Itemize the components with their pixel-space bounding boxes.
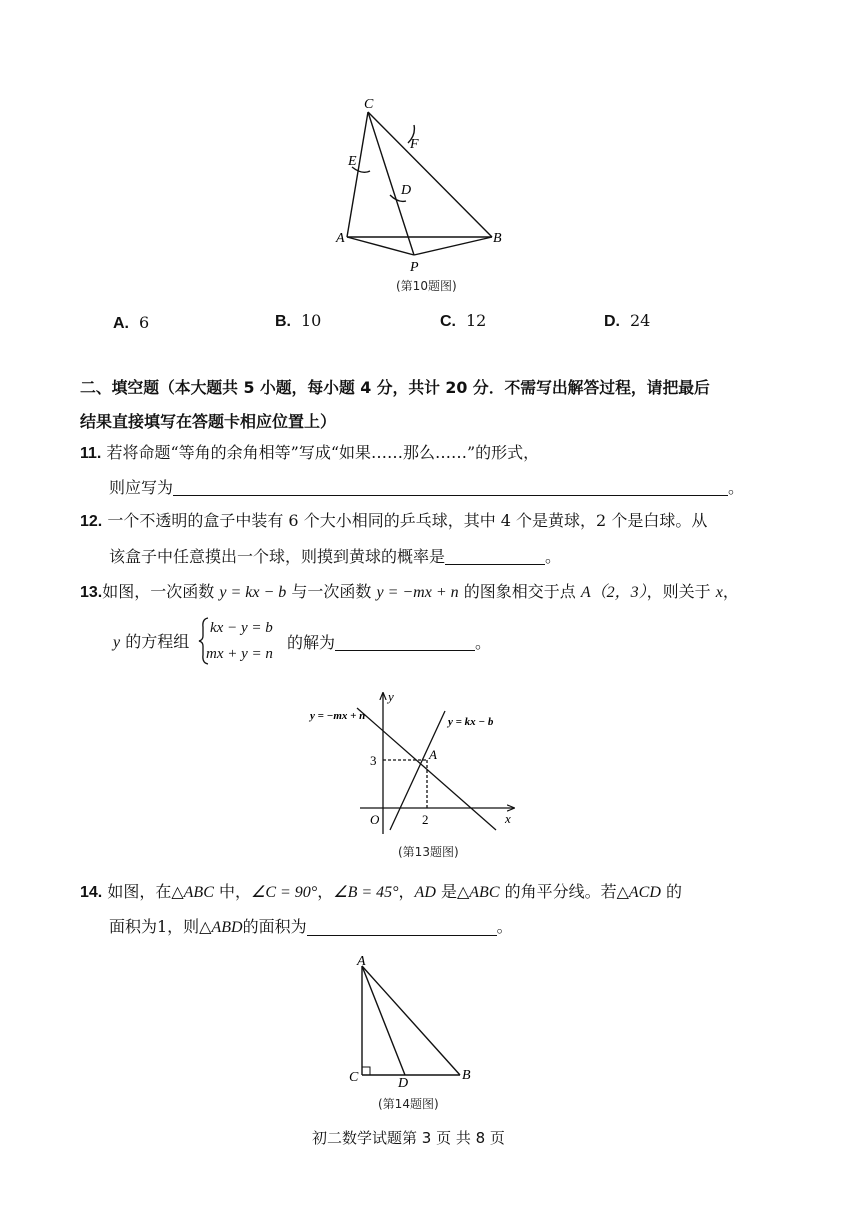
q14-text-d: 的角平分线。若△ bbox=[504, 882, 629, 901]
q12-answer-blank[interactable] bbox=[445, 548, 545, 565]
fig10-caption: (第10题图) bbox=[396, 279, 457, 293]
fig10-label-f: F bbox=[410, 137, 419, 152]
q14-text-g: 的面积为 bbox=[242, 917, 307, 936]
q11-text: 若将命题“等角的余角相等”写成“如果……那么……”的形式， bbox=[106, 443, 540, 462]
figure-10 bbox=[330, 95, 520, 275]
fig14-caption: (第14题图) bbox=[378, 1097, 439, 1111]
q14-line1 bbox=[80, 884, 682, 901]
q11-line2 bbox=[109, 479, 744, 496]
fig10-label-p: P bbox=[410, 260, 419, 275]
fig13-caption: (第13题图) bbox=[398, 845, 459, 859]
q11-number: 11. bbox=[80, 445, 102, 462]
q13-eq1: y = kx − b bbox=[219, 584, 287, 601]
choice-b-letter: B. bbox=[275, 313, 291, 330]
fig13-point-a: A bbox=[429, 747, 437, 762]
fig10-label-c: C bbox=[364, 97, 374, 112]
q14-text-e: 的 bbox=[666, 882, 683, 901]
fig14-label-b: B bbox=[462, 1068, 471, 1083]
q13-number: 13. bbox=[80, 584, 103, 601]
fig10-label-e: E bbox=[348, 154, 357, 169]
fig10-label-d: D bbox=[401, 183, 412, 198]
fig13-origin: O bbox=[370, 812, 380, 827]
q14-angle-c: ∠C = 90° bbox=[250, 884, 318, 901]
q11-end: 。 bbox=[728, 478, 745, 497]
q14-text-a: 如图，在△ bbox=[107, 882, 184, 901]
page-footer: 初二数学试题第 3 页 共 8 页 bbox=[312, 1129, 505, 1147]
q14-sep2: ， bbox=[398, 882, 415, 901]
q14-answer-blank[interactable] bbox=[307, 919, 497, 936]
q11-answer-blank[interactable] bbox=[173, 479, 728, 496]
q13-eq2: y = −mx + n bbox=[376, 584, 459, 601]
fig13-tick-x: 2 bbox=[422, 812, 429, 827]
q14-tri3: ACD bbox=[628, 884, 661, 901]
choice-c-value: 12 bbox=[466, 311, 487, 330]
q13-text-a: 如图，一次函数 bbox=[102, 582, 215, 601]
q14-sep1: ， bbox=[317, 882, 334, 901]
q13-text-b: 与一次函数 bbox=[291, 582, 372, 601]
q13-line1 bbox=[80, 584, 739, 601]
fig14-label-a: A bbox=[357, 954, 366, 969]
q12-end: 。 bbox=[545, 547, 562, 566]
q14-tri2: ABC bbox=[469, 884, 500, 901]
fig10-label-a: A bbox=[336, 231, 345, 246]
choice-a-value: 6 bbox=[139, 313, 150, 332]
q14-text-b: 中， bbox=[218, 882, 251, 901]
figure-13 bbox=[300, 685, 530, 835]
q14-tri4: ABD bbox=[211, 919, 243, 936]
q13-text-c: 的图象相交于点 bbox=[463, 582, 576, 601]
q13-text-f: 的解为 bbox=[287, 633, 336, 652]
choice-c bbox=[440, 311, 486, 331]
q13-var-y: y bbox=[113, 634, 121, 651]
q13-line2-end bbox=[287, 634, 491, 651]
fig13-axis-x: x bbox=[505, 811, 511, 826]
q12-number: 12. bbox=[80, 513, 103, 530]
choice-d-value: 24 bbox=[630, 311, 651, 330]
fig13-label-line2: y = kx − b bbox=[448, 716, 494, 728]
q13-end: 。 bbox=[475, 633, 492, 652]
q13-point: A（2，3） bbox=[580, 584, 647, 601]
q11-line1 bbox=[80, 445, 539, 462]
q13-var-x: x bbox=[715, 584, 723, 601]
figure-14 bbox=[345, 952, 480, 1087]
q13-comma: ， bbox=[722, 582, 739, 601]
fig14-label-d: D bbox=[398, 1076, 409, 1087]
choice-b-value: 10 bbox=[301, 311, 322, 330]
q12-text: 一个不透明的盒子中装有 6 个大小相同的乒乓球，其中 4 个是黄球，2 个是白球。从 bbox=[107, 511, 708, 530]
q14-angle-b: ∠B = 45° bbox=[333, 884, 399, 901]
choice-c-letter: C. bbox=[440, 313, 456, 330]
q13-system-eq1: kx − y = b bbox=[210, 620, 273, 636]
q14-line2 bbox=[109, 919, 513, 936]
choice-b bbox=[275, 311, 321, 331]
choice-d-letter: D. bbox=[604, 313, 620, 330]
choice-a-letter: A. bbox=[113, 315, 129, 332]
fig14-label-c: C bbox=[349, 1070, 359, 1085]
section2-line1: 二、填空题（本大题共 5 小题，每小题 4 分，共计 20 分．不需写出解答过程，请把最后 bbox=[80, 378, 710, 397]
fig13-label-line1: y = −mx + n bbox=[310, 710, 366, 722]
q12-line1 bbox=[80, 513, 707, 530]
q13-system-eq2: mx + y = n bbox=[206, 646, 273, 662]
q14-text-c: 是△ bbox=[440, 882, 470, 901]
q13-answer-blank[interactable] bbox=[335, 634, 475, 651]
q14-seg-ad: AD bbox=[414, 884, 436, 901]
q14-text-f: 面积为1，则△ bbox=[109, 917, 212, 936]
q12-line2 bbox=[109, 548, 561, 565]
q14-end: 。 bbox=[496, 917, 513, 936]
fig10-label-b: B bbox=[493, 231, 502, 246]
q13-text-d: ，则关于 bbox=[646, 582, 711, 601]
fig13-axis-y: y bbox=[388, 689, 394, 704]
choice-a bbox=[113, 313, 149, 333]
q13-text-e: 的方程组 bbox=[125, 632, 190, 651]
q14-number: 14. bbox=[80, 884, 103, 901]
q14-tri1: ABC bbox=[183, 884, 214, 901]
fig13-tick-y: 3 bbox=[370, 753, 377, 768]
q12-text2: 该盒子中任意摸出一个球，则摸到黄球的概率是 bbox=[109, 547, 446, 566]
choice-d bbox=[604, 311, 650, 331]
section2-line2: 结果直接填写在答题卡相应位置上） bbox=[80, 412, 337, 431]
q13-line2 bbox=[113, 634, 189, 651]
q11-text2: 则应写为 bbox=[109, 478, 174, 497]
